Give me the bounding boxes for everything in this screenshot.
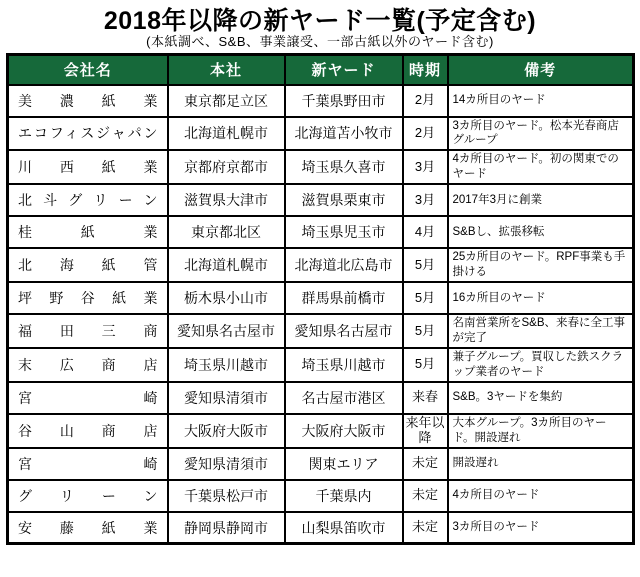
company-cell: 宮崎 — [8, 448, 168, 480]
remarks-cell: 3カ所目のヤード。松本光春商店グループ — [448, 117, 634, 151]
table-row — [8, 150, 634, 184]
table-row — [8, 382, 634, 414]
hq-cell: 北海道札幌市 — [168, 248, 285, 282]
timing-cell: 2月 — [403, 117, 448, 151]
new-yard-cell: 愛知県名古屋市 — [285, 314, 403, 348]
hq-cell: 滋賀県大津市 — [168, 184, 285, 216]
new-yard-cell: 大阪府大阪市 — [285, 414, 403, 448]
table-body — [8, 85, 634, 544]
table-row — [8, 248, 634, 282]
page-subtitle: (本紙調べ、S&B、事業譲受、一部古紙以外のヤード含む) — [146, 34, 494, 49]
timing-cell: 来春 — [403, 382, 448, 414]
new-yard-cell: 千葉県内 — [285, 480, 403, 512]
new-yard-cell: 関東エリア — [285, 448, 403, 480]
company-cell: エコフィスジャパン — [8, 117, 168, 151]
timing-cell: 2月 — [403, 85, 448, 117]
new-yard-cell: 埼玉県川越市 — [285, 348, 403, 382]
remarks-cell: 16カ所目のヤード — [448, 282, 634, 314]
table-row — [8, 85, 634, 117]
hq-cell: 埼玉県川越市 — [168, 348, 285, 382]
timing-cell: 5月 — [403, 314, 448, 348]
header-timing: 時期 — [403, 55, 448, 85]
company-cell: 桂紙業 — [8, 216, 168, 248]
remarks-cell: 開設遅れ — [448, 448, 634, 480]
table-row — [8, 414, 634, 448]
company-cell: 安藤紙業 — [8, 512, 168, 544]
header-new-yard: 新ヤード — [285, 55, 403, 85]
remarks-cell: S&B。3ヤードを集約 — [448, 382, 634, 414]
company-cell: 北斗グリーン — [8, 184, 168, 216]
table-row — [8, 448, 634, 480]
timing-cell: 5月 — [403, 248, 448, 282]
timing-cell: 来年以降 — [403, 414, 448, 448]
hq-cell: 大阪府大阪市 — [168, 414, 285, 448]
hq-cell: 東京都北区 — [168, 216, 285, 248]
table-row — [8, 117, 634, 151]
new-yard-cell: 滋賀県栗東市 — [285, 184, 403, 216]
remarks-cell: 25カ所目のヤード。RPF事業も手掛ける — [448, 248, 634, 282]
company-cell: 宮崎 — [8, 382, 168, 414]
hq-cell: 愛知県清須市 — [168, 448, 285, 480]
remarks-cell: 4カ所目のヤード。初の関東でのヤード — [448, 150, 634, 184]
company-cell: 福田三商 — [8, 314, 168, 348]
table-row — [8, 282, 634, 314]
remarks-cell: 14カ所目のヤード — [448, 85, 634, 117]
header-row — [8, 55, 634, 85]
table-header — [8, 55, 634, 85]
remarks-cell: 3カ所目のヤード — [448, 512, 634, 544]
timing-cell: 5月 — [403, 282, 448, 314]
timing-cell: 未定 — [403, 512, 448, 544]
hq-cell: 千葉県松戸市 — [168, 480, 285, 512]
header-company: 会社名 — [8, 55, 168, 85]
hq-cell: 北海道札幌市 — [168, 117, 285, 151]
company-cell: 坪野谷紙業 — [8, 282, 168, 314]
hq-cell: 東京都足立区 — [168, 85, 285, 117]
new-yard-cell: 埼玉県児玉市 — [285, 216, 403, 248]
hq-cell: 愛知県名古屋市 — [168, 314, 285, 348]
new-yard-cell: 北海道苫小牧市 — [285, 117, 403, 151]
new-yard-cell: 北海道北広島市 — [285, 248, 403, 282]
timing-cell: 未定 — [403, 480, 448, 512]
new-yard-cell: 山梨県笛吹市 — [285, 512, 403, 544]
table-row — [8, 184, 634, 216]
remarks-cell: 4カ所目のヤード — [448, 480, 634, 512]
timing-cell: 4月 — [403, 216, 448, 248]
remarks-cell: 大本グループ。3カ所目のヤード。開設遅れ — [448, 414, 634, 448]
new-yard-cell: 千葉県野田市 — [285, 85, 403, 117]
table-row — [8, 216, 634, 248]
new-yard-cell: 名古屋市港区 — [285, 382, 403, 414]
hq-cell: 栃木県小山市 — [168, 282, 285, 314]
company-cell: グリーン — [8, 480, 168, 512]
company-cell: 谷山商店 — [8, 414, 168, 448]
hq-cell: 静岡県静岡市 — [168, 512, 285, 544]
timing-cell: 5月 — [403, 348, 448, 382]
company-cell: 美濃紙業 — [8, 85, 168, 117]
table-row — [8, 348, 634, 382]
remarks-cell: S&Bし、拡張移転 — [448, 216, 634, 248]
table-row — [8, 512, 634, 544]
company-cell: 末広商店 — [8, 348, 168, 382]
hq-cell: 京都府京都市 — [168, 150, 285, 184]
header-hq: 本社 — [168, 55, 285, 85]
remarks-cell: 兼子グループ。買収した鉄スクラップ業者のヤード — [448, 348, 634, 382]
table-row — [8, 480, 634, 512]
remarks-cell: 2017年3月に創業 — [448, 184, 634, 216]
header-remarks: 備考 — [448, 55, 634, 85]
page-title: 2018年以降の新ヤード一覧(予定含む) — [103, 7, 537, 35]
remarks-cell: 名南営業所をS&B、来春に全工事が完了 — [448, 314, 634, 348]
timing-cell: 未定 — [403, 448, 448, 480]
company-cell: 北海紙管 — [8, 248, 168, 282]
new-yard-cell: 群馬県前橋市 — [285, 282, 403, 314]
new-yard-cell: 埼玉県久喜市 — [285, 150, 403, 184]
hq-cell: 愛知県清須市 — [168, 382, 285, 414]
company-cell: 川西紙業 — [8, 150, 168, 184]
timing-cell: 3月 — [403, 150, 448, 184]
table-row — [8, 314, 634, 348]
timing-cell: 3月 — [403, 184, 448, 216]
new-yards-table — [6, 53, 635, 545]
